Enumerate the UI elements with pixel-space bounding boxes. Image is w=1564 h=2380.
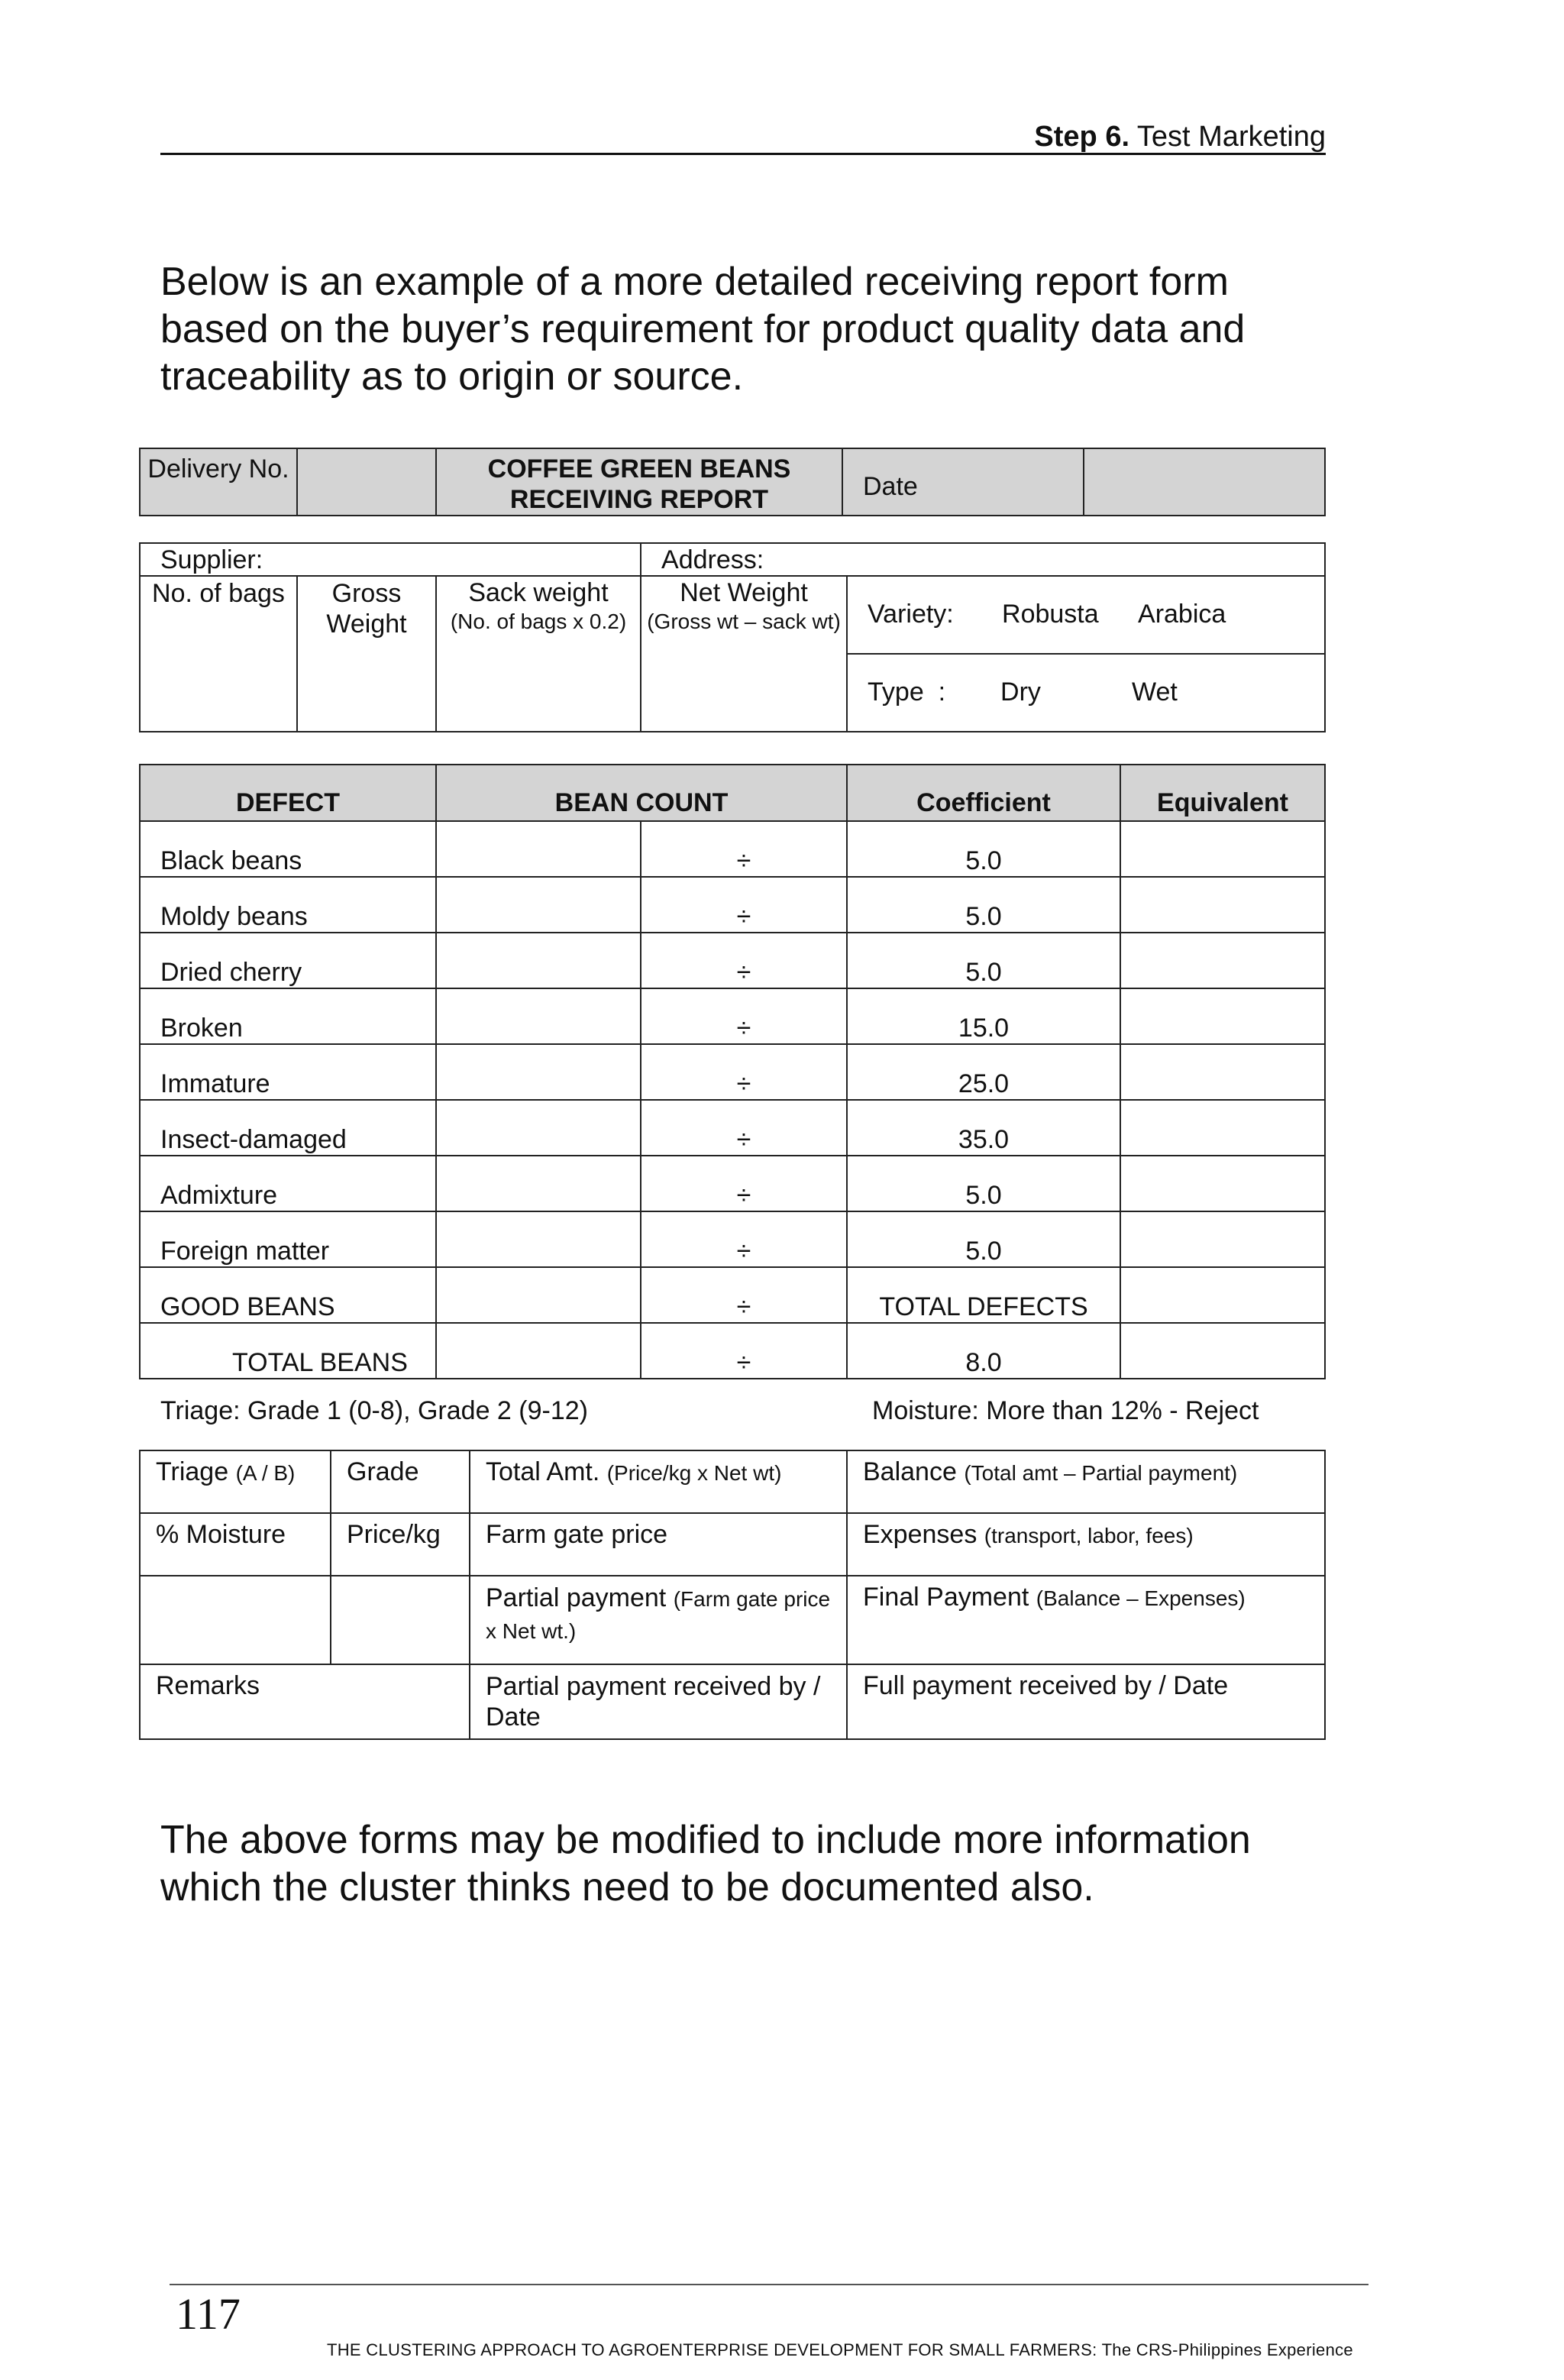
expenses-label: Expenses — [863, 1520, 978, 1549]
variety-arabica[interactable]: Arabica — [1138, 600, 1226, 629]
divide-symbol: ÷ — [641, 988, 847, 1044]
equivalent-field[interactable] — [1120, 1323, 1325, 1379]
bean-count-field[interactable] — [436, 1100, 641, 1156]
step-label: Step 6. — [1034, 121, 1130, 153]
coefficient-value: 8.0 — [847, 1323, 1120, 1379]
final-payment-sub: (Balance – Expenses) — [1036, 1586, 1246, 1610]
balance-field[interactable] — [847, 1450, 1325, 1513]
partial-payment-sub: (Farm gate price x Net wt.) — [486, 1587, 831, 1643]
header-rule — [160, 153, 1326, 155]
gross-weight-field[interactable]: Gross Weight — [297, 576, 436, 732]
divide-symbol: ÷ — [641, 1323, 847, 1379]
bean-count-field[interactable] — [436, 821, 641, 877]
header-bean-count: BEAN COUNT — [436, 765, 847, 821]
total-amt-field[interactable] — [470, 1450, 847, 1513]
total-amt-label: Total Amt. — [486, 1457, 600, 1486]
footer-title: THE CLUSTERING APPROACH TO AGROENTERPRISE DEVELOPMENT FOR SMALL FARMERS: The CRS-Philippines Experience — [327, 2340, 1353, 2359]
delivery-no-label: Delivery No. — [140, 448, 297, 516]
total-amt-sub: (Price/kg x Net wt) — [606, 1461, 782, 1485]
defect-row — [140, 1323, 1325, 1379]
defect-row — [140, 821, 1325, 877]
type-dry[interactable]: Dry — [1000, 677, 1041, 707]
equivalent-field[interactable] — [1120, 821, 1325, 877]
remarks-field[interactable]: Remarks — [140, 1664, 470, 1739]
bean-count-field[interactable] — [436, 933, 641, 988]
defect-table — [139, 764, 1326, 1379]
report-title — [436, 448, 842, 516]
bean-count-field[interactable] — [436, 1211, 641, 1267]
equivalent-field[interactable] — [1120, 1211, 1325, 1267]
divide-symbol: ÷ — [641, 1211, 847, 1267]
divide-symbol: ÷ — [641, 877, 847, 933]
bean-count-field[interactable] — [436, 1044, 641, 1100]
equivalent-field[interactable] — [1120, 1100, 1325, 1156]
report-title-table — [139, 448, 1326, 516]
moisture-note: Moisture: More than 12% - Reject — [872, 1396, 1259, 1425]
blank-triage-cell[interactable] — [140, 1576, 331, 1664]
defect-name: TOTAL BEANS — [140, 1323, 436, 1379]
supplier-table — [139, 542, 1326, 732]
triage-field[interactable] — [140, 1450, 331, 1513]
coefficient-value: 25.0 — [847, 1044, 1120, 1100]
running-header — [1034, 121, 1326, 154]
defect-name: Moldy beans — [140, 877, 436, 933]
date-label: Date — [842, 448, 1084, 516]
coefficient-value: 35.0 — [847, 1100, 1120, 1156]
expenses-field[interactable] — [847, 1513, 1325, 1576]
defect-row — [140, 1267, 1325, 1323]
triage-sub: (A / B) — [235, 1461, 296, 1485]
address-field[interactable]: Address: — [641, 543, 1325, 576]
coefficient-value: 5.0 — [847, 1211, 1120, 1267]
variety-row — [847, 576, 1325, 654]
equivalent-field[interactable] — [1120, 1044, 1325, 1100]
type-label: Type : — [868, 677, 946, 707]
partial-received-field[interactable]: Partial payment received by / Date — [470, 1664, 847, 1739]
date-field[interactable] — [1084, 448, 1325, 516]
divide-symbol: ÷ — [641, 933, 847, 988]
equivalent-field[interactable] — [1120, 933, 1325, 988]
defect-row — [140, 1100, 1325, 1156]
defect-name: Admixture — [140, 1156, 436, 1211]
bean-count-field[interactable] — [436, 1267, 641, 1323]
bean-count-field[interactable] — [436, 877, 641, 933]
bean-count-field[interactable] — [436, 1323, 641, 1379]
sack-weight-note: (No. of bags x 0.2) — [450, 610, 627, 633]
triage-label: Triage — [156, 1457, 229, 1486]
divide-symbol: ÷ — [641, 1100, 847, 1156]
type-row — [847, 654, 1325, 732]
defect-row — [140, 1211, 1325, 1267]
no-of-bags-field[interactable]: No. of bags — [140, 576, 297, 732]
net-weight-label: Net Weight — [680, 578, 808, 607]
bean-count-field[interactable] — [436, 1156, 641, 1211]
defect-name: Immature — [140, 1044, 436, 1100]
header-equivalent: Equivalent — [1120, 765, 1325, 821]
sack-weight-label: Sack weight — [468, 578, 609, 607]
variety-label: Variety: — [868, 600, 954, 629]
final-payment-field[interactable] — [847, 1576, 1325, 1664]
equivalent-field[interactable] — [1120, 1156, 1325, 1211]
defect-name: GOOD BEANS — [140, 1267, 436, 1323]
sack-weight-field[interactable] — [436, 576, 641, 732]
defect-row — [140, 988, 1325, 1044]
net-weight-field[interactable] — [641, 576, 847, 732]
payment-table — [139, 1450, 1326, 1740]
intro-paragraph: Below is an example of a more detailed receiving report form based on the buyer’s requirement for product quality data and traceability as to origin or source. — [160, 260, 1246, 399]
full-received-field[interactable]: Full payment received by / Date — [847, 1664, 1325, 1739]
equivalent-field[interactable] — [1120, 877, 1325, 933]
triage-note: Triage: Grade 1 (0-8), Grade 2 (9-12) — [160, 1396, 588, 1425]
header-defect: DEFECT — [140, 765, 436, 821]
coefficient-value: 5.0 — [847, 1156, 1120, 1211]
defect-row — [140, 877, 1325, 933]
expenses-sub: (transport, labor, fees) — [984, 1524, 1194, 1547]
defect-name: Black beans — [140, 821, 436, 877]
equivalent-field[interactable] — [1120, 1267, 1325, 1323]
supplier-field[interactable]: Supplier: — [140, 543, 641, 576]
coefficient-value: 15.0 — [847, 988, 1120, 1044]
delivery-no-field[interactable] — [297, 448, 436, 516]
farm-gate-field[interactable]: Farm gate price — [470, 1513, 847, 1576]
step-title: Test Marketing — [1136, 121, 1326, 153]
coefficient-value: 5.0 — [847, 877, 1120, 933]
blank-grade-cell[interactable] — [331, 1576, 470, 1664]
footer-rule — [170, 2284, 1368, 2285]
report-title-line1: COFFEE GREEN BEANS — [487, 454, 791, 483]
divide-symbol: ÷ — [641, 1156, 847, 1211]
defect-row — [140, 933, 1325, 988]
grade-field[interactable]: Grade — [331, 1450, 470, 1513]
divide-symbol: ÷ — [641, 821, 847, 877]
outro-paragraph: The above forms may be modified to include more information which the cluster thinks need to be documented also. — [160, 1818, 1251, 1909]
page-number: 117 — [176, 2289, 241, 2339]
defect-name: Foreign matter — [140, 1211, 436, 1267]
defect-name: Insect-damaged — [140, 1100, 436, 1156]
partial-payment-field[interactable] — [470, 1576, 847, 1664]
net-weight-note: (Gross wt – sack wt) — [647, 610, 841, 633]
final-payment-label: Final Payment — [863, 1583, 1029, 1612]
defect-name: Broken — [140, 988, 436, 1044]
variety-robusta[interactable]: Robusta — [1002, 600, 1099, 629]
header-coefficient: Coefficient — [847, 765, 1120, 821]
defect-row — [140, 1044, 1325, 1100]
coefficient-value: 5.0 — [847, 821, 1120, 877]
divide-symbol: ÷ — [641, 1267, 847, 1323]
type-wet[interactable]: Wet — [1132, 677, 1178, 707]
report-title-line2: RECEIVING REPORT — [509, 485, 769, 514]
bean-count-field[interactable] — [436, 988, 641, 1044]
balance-label: Balance — [863, 1457, 957, 1486]
moisture-field[interactable]: % Moisture — [140, 1513, 331, 1576]
price-kg-field[interactable]: Price/kg — [331, 1513, 470, 1576]
coefficient-value: TOTAL DEFECTS — [847, 1267, 1120, 1323]
balance-sub: (Total amt – Partial payment) — [964, 1461, 1238, 1485]
defect-name: Dried cherry — [140, 933, 436, 988]
coefficient-value: 5.0 — [847, 933, 1120, 988]
defect-row — [140, 1156, 1325, 1211]
divide-symbol: ÷ — [641, 1044, 847, 1100]
partial-payment-label: Partial payment — [486, 1583, 667, 1612]
equivalent-field[interactable] — [1120, 988, 1325, 1044]
